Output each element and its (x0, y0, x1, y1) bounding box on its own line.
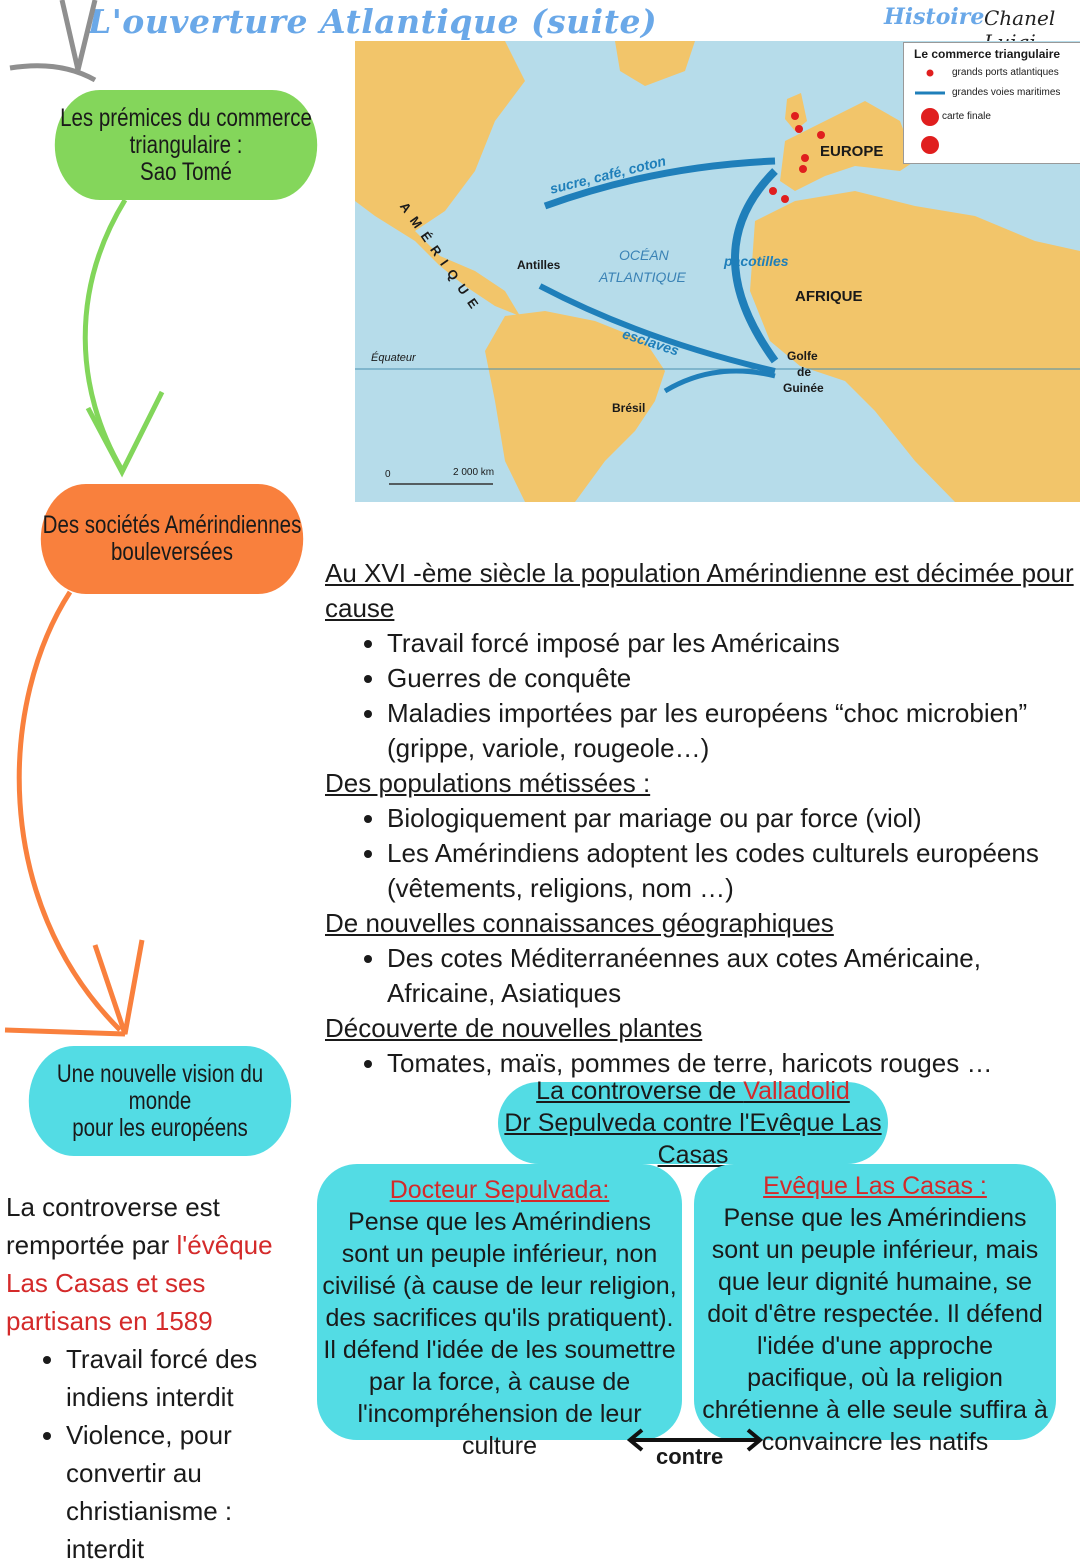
label-afrique: AFRIQUE (795, 288, 863, 305)
label-europe: EUROPE (820, 143, 884, 160)
land-north-america (355, 41, 525, 316)
legend-card-icon-2 (921, 136, 939, 154)
result-intro: La controverse est remportée par (6, 1192, 220, 1260)
label-route-esclaves: esclaves (620, 325, 682, 359)
sepulveda-text: Pense que les Amérindiens sont un peuple inférieur, non civilisé (à cause de leur religion, des sacrifices qu'ils pratiquent). Il défend l'idée de les soumettre par la force, à cause de l'incompréhension de leur culture (322, 1208, 677, 1460)
legend-port-dot (927, 70, 934, 77)
result-list (6, 1340, 306, 1568)
land-greenland (615, 41, 695, 86)
port-dot (817, 131, 825, 139)
list-item: • Tomates, maïs, pommes de terre, haricots rouges … (387, 1046, 1080, 1081)
sepulveda-title: Docteur Sepulvada: (389, 1176, 610, 1204)
label-ocean: OCÉAN (619, 247, 669, 263)
pill-vision-line2: pour les européens (72, 1113, 248, 1142)
label-guinee: Guinée (783, 381, 824, 395)
pill-vision (29, 1046, 291, 1156)
list-item: • Violence, pour convertir au christianisme : interdit (66, 1416, 306, 1568)
pill-premices-line1: Les prémices du commerce (60, 103, 312, 132)
land-uk (785, 93, 807, 131)
legend-card: carte finale (942, 111, 991, 122)
valladolid-header (498, 1077, 888, 1169)
port-dot (795, 125, 803, 133)
author-signature: Chanel (984, 6, 1056, 30)
valladolid-prefix: La controverse de (536, 1077, 744, 1105)
label-route-pacotilles: pacotilles (724, 253, 789, 269)
legend-card-icon (921, 108, 939, 126)
port-dot (799, 165, 807, 173)
legend-routes: grandes voies maritimes (952, 87, 1061, 98)
heading-geographie: De nouvelles connaissances géographiques (325, 908, 834, 938)
page-title: L'ouverture Atlantique (suite) (88, 2, 658, 41)
label-golfe: Golfe (787, 349, 818, 363)
valladolid-line1 (498, 1075, 888, 1107)
pill-premices (55, 90, 317, 200)
list-item: • Travail forcé imposé par les Américains (387, 626, 1080, 661)
port-dot (791, 112, 799, 120)
pill-premices-line2: triangulaire : (129, 130, 243, 159)
list-item: • Biologiquement par mariage ou par force (viol) (387, 801, 1080, 836)
sepulveda-bubble (317, 1164, 682, 1460)
label-equateur: Équateur (371, 352, 416, 364)
pill-vision-line1: Une nouvelle vision du monde (56, 1059, 264, 1115)
map-legend (903, 42, 1080, 164)
valladolid-city: Valladolid (743, 1077, 850, 1105)
lascasas-bubble (694, 1164, 1056, 1456)
label-amerique: AMÉRIQUE (396, 199, 487, 318)
label-golfe-de: de (797, 365, 812, 379)
controversy-result (6, 1188, 306, 1568)
societies-text (325, 556, 1080, 1081)
list-item: • Guerres de conquête (387, 661, 1080, 696)
route-africa-brazil (665, 371, 775, 391)
heading-decimee: Au XVI -ème siècle la population Amérindienne est décimée pour cause (325, 558, 1074, 623)
legend-title: Le commerce triangulaire (914, 47, 1061, 61)
port-dot (801, 154, 809, 162)
list-item: • Maladies importées par les européens “choc microbien” (grippe, variole, rougeole…) (387, 696, 1080, 766)
causes-list (325, 626, 1080, 766)
metissage-list (325, 801, 1080, 906)
pill-societes-line2: bouleversées (111, 538, 233, 566)
result-winner: l'évêque Las Casas et ses partisans en 1589 (6, 1230, 273, 1336)
subject-label: Histoire (884, 4, 985, 30)
land-africa (750, 191, 1080, 502)
pill-premices-line3: Sao Tomé (140, 157, 232, 186)
pill-societes (41, 484, 303, 594)
pill-societes-line1: Des sociétés Amérindiennes (42, 511, 302, 539)
list-item: • Les Amérindiens adoptent les codes culturels européens (vêtements, religions, nom …) (387, 836, 1080, 906)
lascasas-title: Evêque Las Casas : (763, 1172, 987, 1200)
contre-label: contre (656, 1444, 724, 1469)
label-route-sucre: sucre, café, coton (548, 152, 668, 197)
list-item: • Des cotes Méditerranéennes aux cotes Américaine, Africaine, Asiatiques (387, 941, 1080, 1011)
scale-distance: 2 000 km (453, 467, 495, 478)
geo-list (325, 941, 1080, 1011)
port-dot (781, 195, 789, 203)
label-atlantique: ATLANTIQUE (599, 269, 686, 285)
heading-plantes: Découverte de nouvelles plantes (325, 1013, 703, 1043)
heading-metissees: Des populations métissées : (325, 768, 651, 798)
label-bresil: Brésil (612, 401, 646, 415)
lascasas-text: Pense que les Amérindiens sont un peuple inférieur, mais que leur dignité humaine, se doit d'être respectée. Il défend l'idée d'une approche pacifique, où la religion chrétienne à elle seule suffira à convaincre les natifs (702, 1204, 1048, 1456)
port-dot (769, 187, 777, 195)
legend-ports: grands ports atlantiques (952, 67, 1059, 78)
list-item: • Travail forcé des indiens interdit (66, 1340, 306, 1416)
scale-zero: 0 (385, 469, 391, 480)
valladolid-line2: Dr Sepulveda contre l'Evêque Las Casas (504, 1109, 882, 1169)
label-antilles: Antilles (517, 258, 561, 272)
